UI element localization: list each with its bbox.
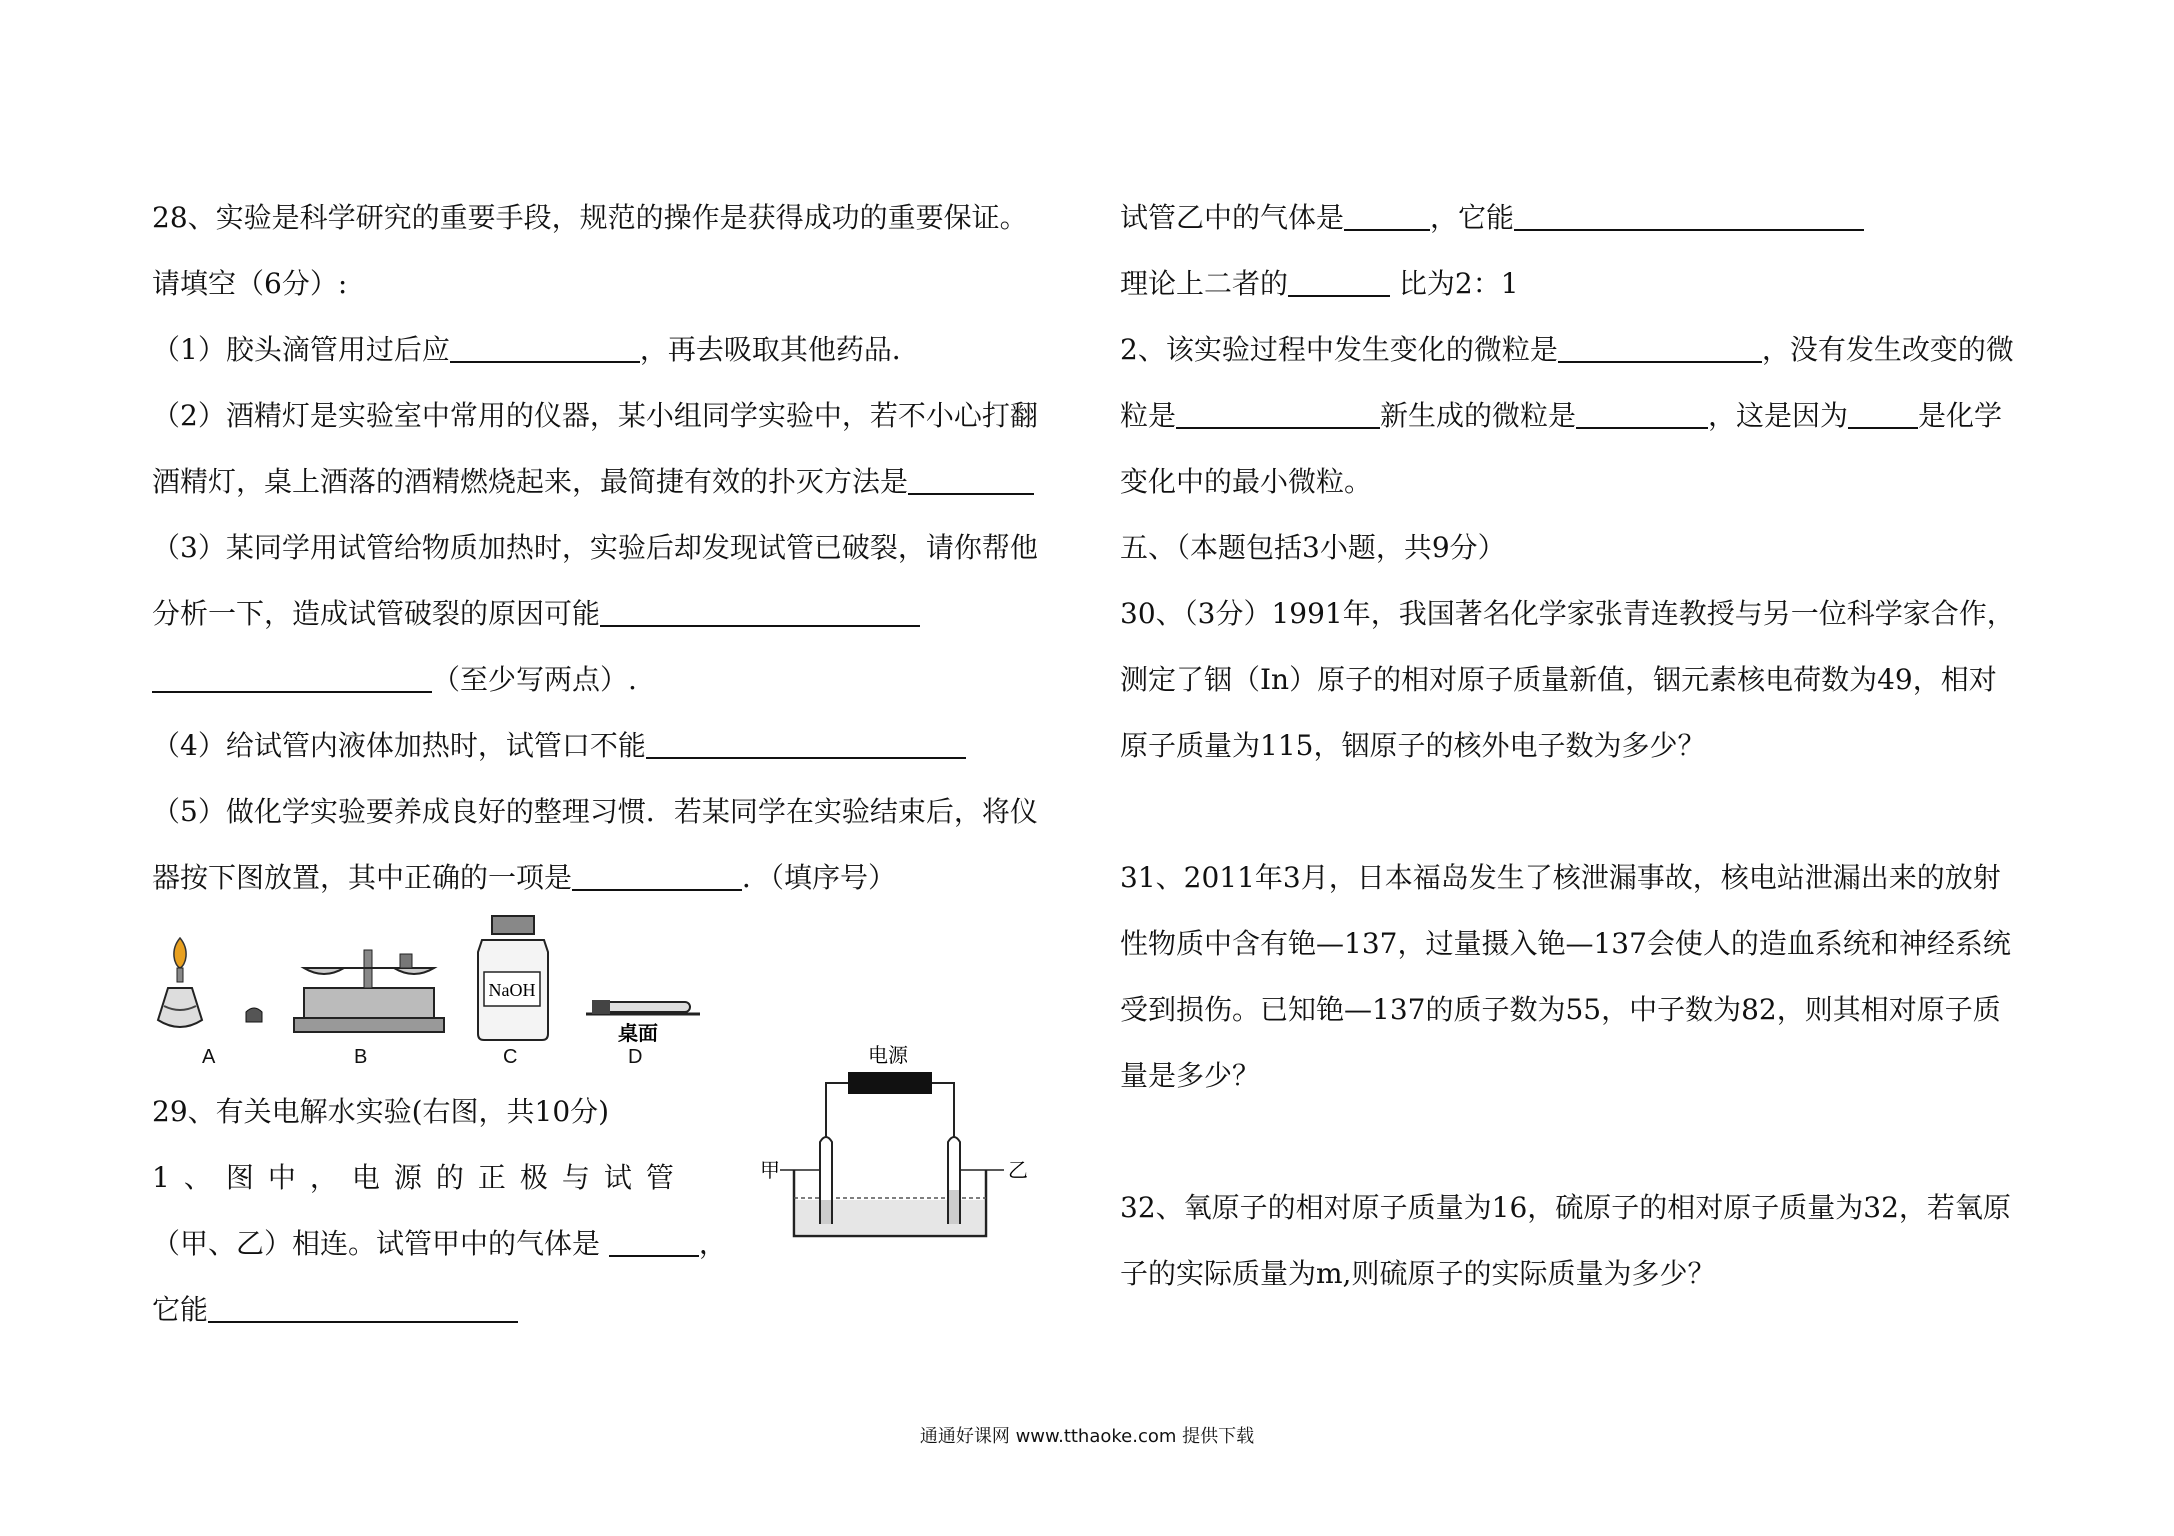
q29-item-1b: （甲、乙）相连。试管甲中的气体是 ， [152,1227,727,1260]
answer-blank [1514,201,1864,231]
section-5-heading: 五、（本题包括3小题，共9分） [1120,531,1506,564]
answer-blank [609,1227,699,1257]
power-label: 电源 [868,1043,908,1067]
desk-label: 桌面 [618,1021,658,1045]
q31-line-2: 性物质中含有铯—137，过量摄入铯—137会使人的造血系统和神经系统 [1120,927,2011,960]
q29-item-2c: 变化中的最小微粒。 [1120,465,1373,498]
q28-item-3a: （3）某同学用试管给物质加热时，实验后却发现试管已破裂，请你帮他 [152,531,1038,564]
q30-line-2: 测定了铟（In）原子的相对原子质量新值，铟元素核电荷数为49，相对 [1120,663,1997,696]
q29-title: 29、有关电解水实验(右图，共10分) [152,1095,610,1128]
answer-blank [1176,399,1380,429]
figure-label-b: B [354,1046,368,1068]
q30-line-1: 30、（3分）1991年，我国著名化学家张青连教授与另一位科学家合作， [1120,597,2015,630]
answer-blank [1558,333,1762,363]
answer-blank [908,465,1034,495]
q28-item-3b: 分析一下，造成试管破裂的原因可能 [152,594,920,634]
power-source-icon [848,1072,932,1094]
q28-item-2a: （2）酒精灯是实验室中常用的仪器，某小组同学实验中，若不小心打翻 [152,399,1038,432]
answer-blank [1344,201,1430,231]
answer-blank [152,663,432,693]
answer-blank [1848,399,1918,429]
tube-a-label: 甲 [760,1158,780,1182]
q28-item-5a: （5）做化学实验要养成良好的整理习惯．若某同学在实验结束后，将仪 [152,795,1038,828]
electrolysis-figure [740,1040,1080,1240]
tube-b-label: 乙 [1008,1158,1028,1182]
figure-label-a: A [202,1046,216,1068]
q29-tube-b-line: 试管乙中的气体是 ，它能 [1120,198,1864,238]
naoh-label: NaOH [488,980,536,1000]
answer-blank [450,333,640,363]
q28-item-2b: 酒精灯，桌上酒落的酒精燃烧起来，最简捷有效的扑灭方法是 [152,462,1034,502]
answer-blank [208,1293,518,1323]
q32-line-1: 32、氧原子的相对原子质量为16，硫原子的相对原子质量为32，若氧原 [1120,1191,2011,1224]
alcohol-lamp-icon [158,938,202,1027]
q28-title: 28、实验是科学研究的重要手段，规范的操作是获得成功的重要保证。 [152,201,1028,234]
answer-blank [1288,267,1390,297]
q28-item-5b: 器按下图放置，其中正确的一项是 ．（填序号） [152,861,897,894]
q29-item-2b: 粒是 新生成的微粒是 ，这是因为 是化学 [1120,399,2003,432]
q30-line-3: 原子质量为115，铟原子的核外电子数为多少？ [1120,729,1706,762]
q28-subtitle: 请填空（6分）: [152,267,348,300]
page-footer: 通通好课网 www.tthaoke.com 提供下载 [919,1426,1255,1447]
q32-line-2: 子的实际质量为m,则硫原子的实际质量为多少？ [1120,1257,1716,1290]
q31-line-3: 受到损伤。已知铯—137的质子数为55，中子数为82，则其相对原子质 [1120,993,2001,1026]
q29-item-1d: 它能 [152,1290,518,1330]
figure-label-d: D [628,1046,643,1068]
lab-equipment-figure [148,910,708,1060]
q28-item-1: （1）胶头滴管用过后应 ，再去吸取其他药品． [152,333,920,366]
answer-blank [600,597,920,627]
lamp-cap-icon [246,1008,262,1022]
q31-line-1: 31、2011年3月，日本福岛发生了核泄漏事故，核电站泄漏出来的放射 [1120,861,2001,894]
q28-item-3c: （至少写两点）. [152,660,637,700]
q31-line-4: 量是多少？ [1120,1059,1261,1092]
q29-item-1a: 1、图中，电源的正极与试管 [152,1161,688,1194]
test-tube-on-table-icon [586,1000,700,1045]
balance-icon [294,950,444,1032]
q29-ratio-line: 理论上二者的 比为2：1 [1120,267,1519,300]
q28-item-4: （4）给试管内液体加热时，试管口不能 [152,726,966,766]
figure-label-c: C [503,1046,518,1068]
answer-blank [646,729,966,759]
naoh-bottle-icon [478,916,548,1040]
answer-blank [1576,399,1708,429]
answer-blank [572,861,742,891]
q29-item-2a: 2、该实验过程中发生变化的微粒是 ，没有发生改变的微 [1120,333,2014,366]
